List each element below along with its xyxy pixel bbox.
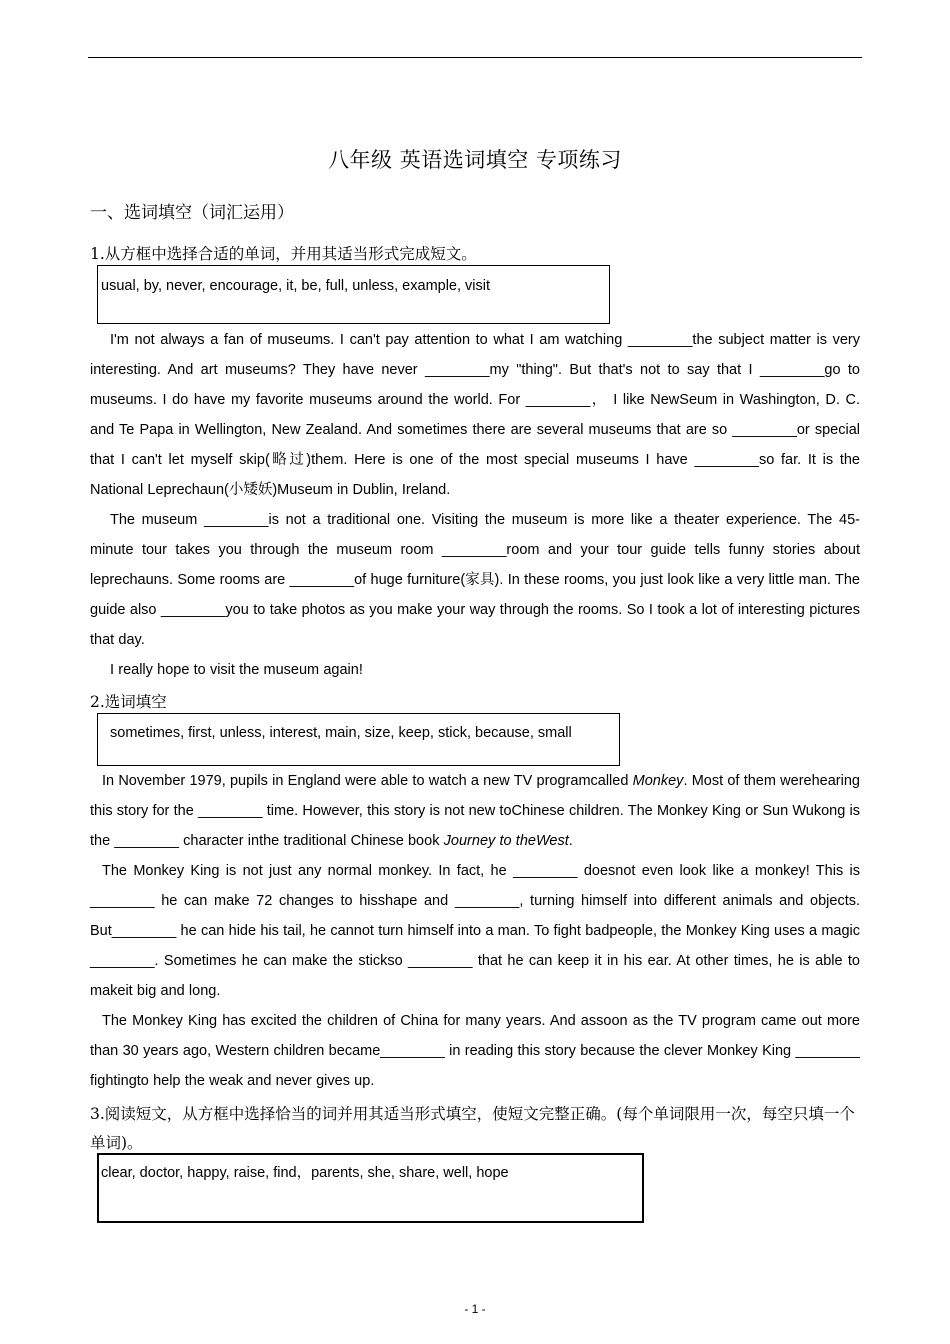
question-2-paragraph-3: The Monkey King has excited the children of China for many years. And assoon as the TV program came out more than 30 years ago, Western children became________ in reading this story because the clever Monkey King ________ fightingto help the weak and never gives up. <box>90 1013 860 1089</box>
question-1-passage <box>90 325 860 685</box>
question-2-passage <box>90 766 860 1096</box>
question-1-title: 1.从方框中选择合适的单词，并用其适当形式完成短文。 <box>90 245 477 263</box>
question-3-word-list: clear, doctor, happy, raise, find，parents, she, share, well, hope <box>101 1165 509 1181</box>
page-title: 八年级 英语选词填空 专项练习 <box>328 148 622 172</box>
question-2-paragraph-1: In November 1979, pupils in England were able to watch a new TV programcalled Monkey. Most of them werehearing this story for the ________ time. However, this story is not new toChinese children. The Monkey King or Sun Wukong is the ________ character inthe traditional Chinese book Journey to theWest. <box>90 773 860 849</box>
page-number: - 1 - <box>464 1302 486 1316</box>
question-2-paragraph-2: The Monkey King is not just any normal monkey. In fact, he ________ doesnot even look like a monkey! This is ________ he can make 72 changes to hisshape and ________, turning himself into different animals and objects. But________ he can hide his tail, he cannot turn himself into a man. To fight badpeople, the Monkey King uses a magic ________. Sometimes he can make the stickso ________ that he can keep it in his ear. At other times, he is able to makeit big and long. <box>90 863 860 999</box>
section-heading: 一、选词填空（词汇运用） <box>90 203 294 223</box>
question-3-title: 3.阅读短文，从方框中选择恰当的词并用其适当形式填空，使短文完整正确。(每个单词限用一次，每空只填一个单词)。 <box>90 1105 855 1152</box>
question-2-title: 2.选词填空 <box>90 693 167 711</box>
question-1-paragraph-3: I really hope to visit the museum again! <box>110 662 363 678</box>
question-1-paragraph-2: The museum ________is not a traditional one. Visiting the museum is more like a theater experience. The 45-minute tour takes you through the museum room ________room and your tour guide tells funny stories about leprechauns. Some rooms are ________of huge furniture(家具). In these rooms, you just look like a very little man. The guide also ________you to take photos as you make your way through the rooms. So I took a lot of interesting pictures that day. <box>90 512 860 648</box>
tv-program-title: Monkey <box>632 773 684 789</box>
question-2-word-box <box>97 713 620 766</box>
question-3-word-box <box>97 1153 644 1223</box>
question-1-word-list: usual, by, never, encourage, it, be, full, unless, example, visit <box>101 278 491 294</box>
header-rule <box>88 57 862 58</box>
question-1-word-box <box>97 265 610 324</box>
book-title: Journey to theWest <box>443 833 569 849</box>
question-2-word-list: sometimes, first, unless, interest, main, size, keep, stick, because, small <box>110 725 572 741</box>
question-1-paragraph-1: I'm not always a fan of museums. I can't pay attention to what I am watching ________the subject matter is very interesting. And art museums? They have never ________my "thing". But that's not to say that I ________go to museums. I do have my favorite museums around the world. For ________， I like NewSeum in Washington, D. C. and Te Papa in Wellington, New Zealand. And sometimes there are several museums that are so ________or special that I can't let myself skip(略过)them. Here is one of the most special museums I have ________so far. It is the National Leprechaun(小矮妖)Museum in Dublin, Ireland. <box>90 332 860 498</box>
